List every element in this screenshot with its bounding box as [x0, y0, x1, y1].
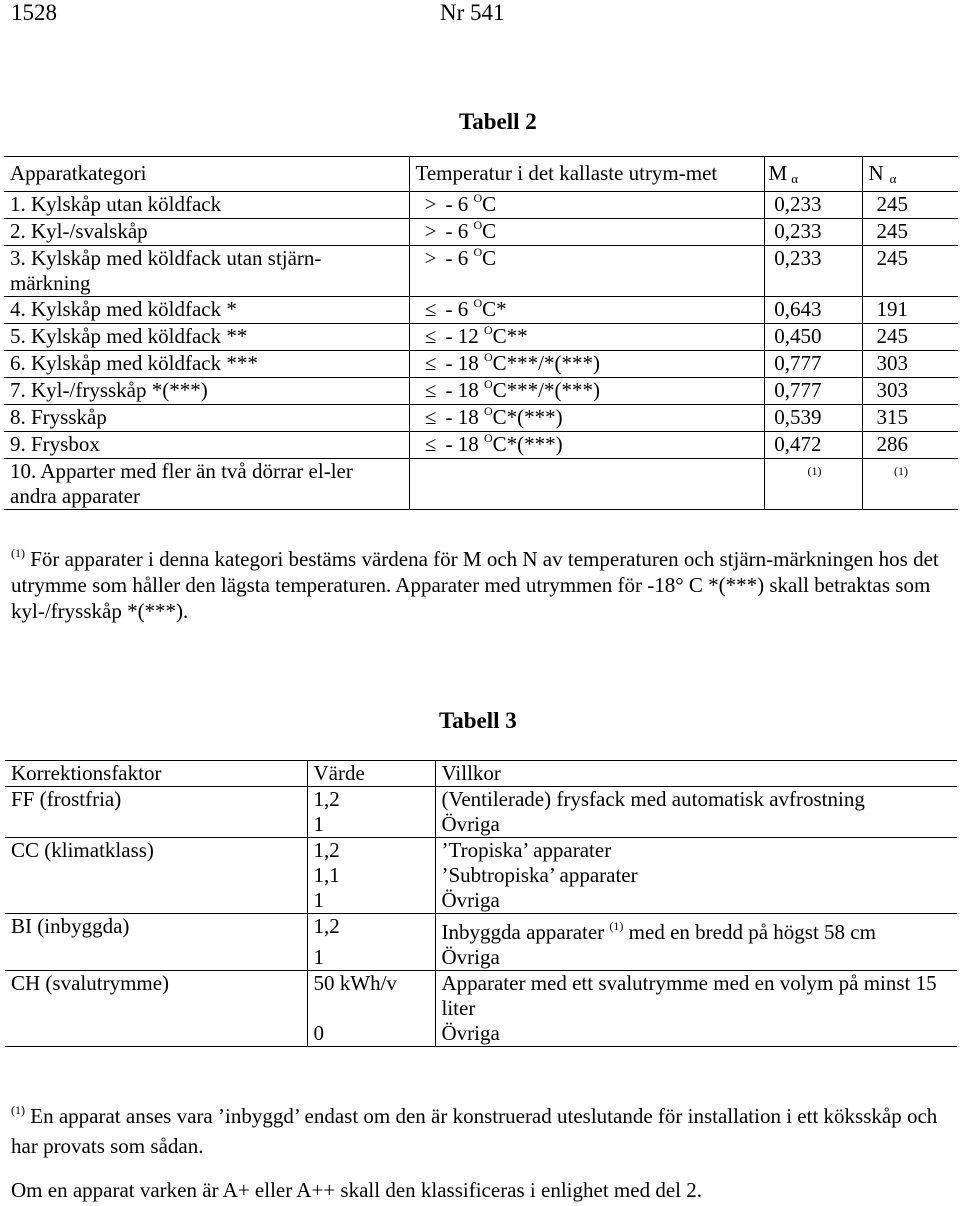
row-m-footnote-mark: (1) [807, 464, 822, 478]
row-temperature [409, 459, 764, 510]
table3-row [5, 914, 957, 946]
header-temperature [409, 157, 764, 192]
row-value: 1,2 [307, 914, 435, 946]
row-temperature-degree: O [473, 296, 483, 310]
row-condition: Övriga [435, 812, 957, 838]
row-n-value: 245 [862, 192, 958, 219]
row-temperature [409, 405, 764, 432]
closing-paragraph: Om en apparat varken är A+ eller A++ skall den klassificeras i enlighet med del 2. [11, 1178, 702, 1202]
row-temperature [409, 351, 764, 378]
row-value: 1 [307, 812, 435, 838]
header-value: Värde [307, 761, 435, 787]
row-factor: CH (svalutrymme) [5, 971, 307, 1022]
row-condition-prefix: Inbyggda apparater [441, 920, 605, 944]
row-factor [5, 1021, 307, 1047]
row-temperature-value: - 18 [445, 432, 479, 456]
row-n-value: 315 [862, 405, 958, 432]
row-n-value: 286 [862, 432, 958, 459]
table3-row [5, 945, 957, 971]
header-m-letter: M [768, 161, 788, 185]
row-n-footnote-mark: (1) [894, 464, 908, 478]
header-condition: Villkor [435, 761, 957, 787]
row-temperature-symbol: ≤ [424, 432, 437, 456]
table3-footnote-mark: (1) [11, 1103, 25, 1117]
page-number: 1528 [11, 0, 57, 25]
row-condition-text: med en bredd på högst 58 cm [628, 920, 876, 944]
row-n-value: 303 [862, 351, 958, 378]
row-temperature-symbol: ≤ [424, 324, 437, 348]
row-temperature [409, 432, 764, 459]
row-category: 5. Kylskåp med köldfack ** [4, 324, 409, 351]
row-category: 8. Frysskåp [4, 405, 409, 432]
header-m [764, 157, 862, 192]
row-m-value: 0,233 [764, 219, 862, 246]
table2-footnote [11, 540, 951, 624]
row-m-value: 0,539 [764, 405, 862, 432]
row-temperature-degree: O [484, 404, 493, 418]
row-n-value: 245 [862, 246, 958, 297]
row-condition: ’Subtropiska’ apparater [441, 863, 638, 887]
issue-number: Nr 541 [440, 0, 505, 25]
row-n-value [862, 459, 958, 510]
row-temperature-unit: C [482, 192, 497, 216]
row-m-value: 0,643 [764, 297, 862, 324]
row-category: 3. Kylskåp med köldfack utan stjärn-märkning [4, 246, 409, 297]
row-temperature-unit: C* [482, 297, 507, 321]
table3-row [5, 863, 957, 888]
row-temperature-symbol: ≤ [424, 405, 437, 429]
row-n-value: 303 [862, 378, 958, 405]
table2-row [4, 378, 958, 405]
row-m-value: 0,233 [764, 192, 862, 219]
row-temperature-unit: C** [492, 324, 528, 348]
row-temperature-value: - 18 [445, 378, 479, 402]
table3-title: Tabell 3 [439, 708, 517, 733]
row-category: 7. Kyl-/frysskåp *(***) [4, 378, 409, 405]
row-temperature [409, 378, 764, 405]
row-factor: BI (inbyggda) [5, 914, 307, 946]
row-factor: FF (frostfria) [5, 787, 307, 813]
row-factor [5, 812, 307, 838]
row-category: 6. Kylskåp med köldfack *** [4, 351, 409, 378]
row-temperature-unit: C*(***) [492, 405, 563, 429]
row-temperature [409, 192, 764, 219]
row-m-value: 0,233 [764, 246, 862, 297]
row-condition: Övriga [435, 1021, 957, 1047]
row-temperature-symbol: > [424, 219, 437, 243]
row-value: 1 [307, 888, 435, 914]
table3-footnote-text: En apparat anses vara ’inbyggd’ endast om den är konstruerad uteslutande för installation i ett köksskåp och har provats som sådan. [11, 1104, 938, 1158]
table2-title: Tabell 2 [459, 109, 537, 134]
row-temperature-symbol: ≤ [424, 378, 437, 402]
table2-row [4, 405, 958, 432]
row-category: 4. Kylskåp med köldfack * [4, 297, 409, 324]
row-temperature-degree: O [484, 323, 493, 337]
table3-row [5, 812, 957, 838]
table2-row [4, 459, 958, 510]
row-temperature-symbol: > [424, 192, 437, 216]
row-m-value: 0,777 [764, 378, 862, 405]
row-m-value: 0,472 [764, 432, 862, 459]
table2-row [4, 432, 958, 459]
row-n-value: 245 [862, 219, 958, 246]
table3-row [5, 1021, 957, 1047]
row-factor [5, 888, 307, 914]
row-temperature-symbol: ≤ [424, 351, 437, 375]
row-value: 1,2 [307, 787, 435, 813]
row-temperature-value: - 6 [445, 192, 469, 216]
row-category: 1. Kylskåp utan köldfack [4, 192, 409, 219]
table2-row [4, 324, 958, 351]
table2-row [4, 297, 958, 324]
row-condition: Apparater med ett svalutrymme med en volym på minst 15 liter [435, 971, 957, 1022]
row-factor: CC (klimatklass) [5, 838, 307, 864]
table2-header-row [4, 157, 958, 192]
row-temperature [409, 297, 764, 324]
header-n [862, 157, 958, 192]
row-condition: ’Tropiska’ apparater [435, 838, 957, 864]
row-factor [5, 863, 307, 888]
row-m-value: 0,777 [764, 351, 862, 378]
row-temperature [409, 246, 764, 297]
row-condition-footnote-mark: (1) [609, 919, 624, 933]
row-condition: Övriga [435, 888, 957, 914]
row-temperature-degree: O [484, 431, 493, 445]
table3-row [5, 787, 957, 813]
header-factor: Korrektionsfaktor [5, 761, 307, 787]
row-temperature-unit: C*(***) [492, 432, 563, 456]
header-n-letter: N [868, 161, 884, 185]
table2-footnote-mark: (1) [11, 546, 25, 560]
row-temperature-value: - 6 [445, 219, 469, 243]
row-temperature [409, 219, 764, 246]
row-temperature-value: - 18 [445, 351, 479, 375]
row-temperature-value: - 12 [445, 324, 479, 348]
row-temperature-symbol: > [424, 246, 437, 270]
row-temperature-value: - 18 [445, 405, 479, 429]
table3-row [5, 971, 957, 1022]
row-value: 0 [307, 1021, 435, 1047]
row-n-value: 245 [862, 324, 958, 351]
table2-row [4, 219, 958, 246]
row-temperature-degree: O [484, 350, 493, 364]
header-n-sub: α [889, 171, 897, 186]
header-temperature-text: Temperatur i det kallaste utrym-met [415, 161, 718, 185]
table2-row [4, 246, 958, 297]
row-value: 1 [307, 945, 435, 971]
row-temperature-degree: O [484, 377, 493, 391]
row-temperature [409, 324, 764, 351]
row-n-value: 191 [862, 297, 958, 324]
row-temperature-unit: C [482, 246, 497, 270]
table2-row [4, 351, 958, 378]
row-category: 9. Frysbox [4, 432, 409, 459]
row-condition: (Ventilerade) frysfack med automatisk avfrostning [435, 787, 957, 813]
row-m-value [764, 459, 862, 510]
row-condition [435, 914, 957, 946]
row-condition: Övriga [435, 945, 957, 971]
header-m-sub: α [791, 171, 798, 186]
row-temperature-degree: O [473, 191, 483, 205]
row-value: 50 kWh/v [307, 971, 435, 1022]
row-temperature-value: - 6 [445, 297, 469, 321]
row-temperature-unit: C***/*(***) [492, 351, 600, 375]
table3-row [5, 838, 957, 864]
row-category: 10. Apparter med fler än två dörrar el-ler andra apparater [4, 459, 409, 510]
table3-row [5, 888, 957, 914]
row-temperature-unit: C [482, 219, 497, 243]
table2-footnote-text: För apparater i denna kategori bestäms värdena för M och N av temperaturen och stjärn-märkningen hos det utrymme som håller den lägsta temperaturen. Apparater med utrymmen för -18° C *(***) skall betraktas som kyl-/frysskåp *(***). [11, 547, 939, 623]
row-temperature-value: - 6 [445, 246, 469, 270]
row-factor [5, 945, 307, 971]
row-value: 1,2 [307, 838, 435, 864]
row-temperature-unit: C***/*(***) [492, 378, 600, 402]
row-m-value: 0,450 [764, 324, 862, 351]
row-temperature-degree: O [473, 245, 483, 259]
table3-header-row [5, 761, 957, 787]
row-value: 1,1 [307, 863, 435, 888]
row-temperature-symbol: ≤ [424, 297, 437, 321]
row-category: 2. Kyl-/svalskåp [4, 219, 409, 246]
table2 [4, 156, 958, 510]
table3 [5, 760, 957, 1047]
table3-footnote [11, 1095, 951, 1161]
row-temperature-degree: O [473, 218, 483, 232]
table2-row [4, 192, 958, 219]
header-category: Apparatkategori [4, 157, 409, 192]
